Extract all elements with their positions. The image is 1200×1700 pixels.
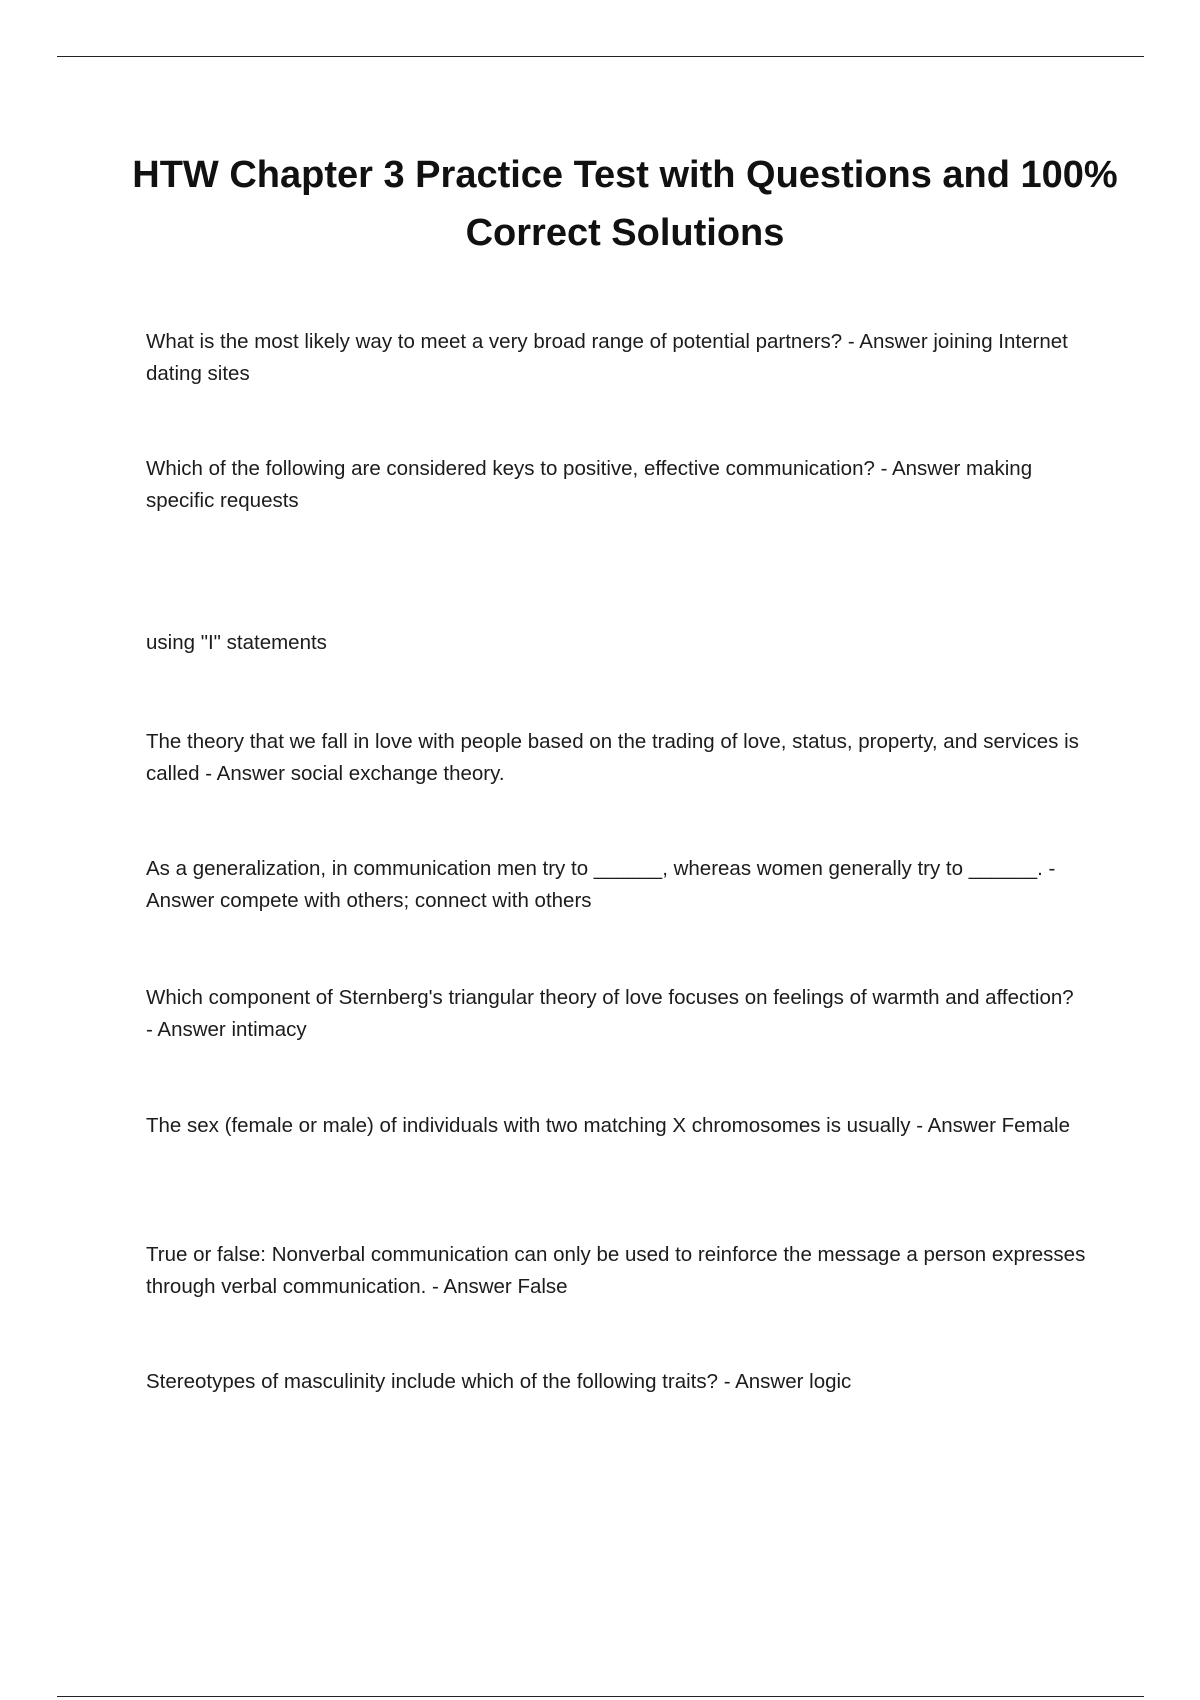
question-7: True or false: Nonverbal communication can only be used to reinforce the message a person expresses through verbal communication. - Answer False	[146, 1243, 1086, 1298]
question-5: Which component of Sternberg's triangular theory of love focuses on feelings of warmth and affection? - Answer intimacy	[146, 986, 1074, 1041]
top-rule	[57, 56, 1144, 57]
question-2-continued: using "I" statements	[146, 631, 327, 654]
question-4: As a generalization, in communication men try to ______, whereas women generally try to ______. - Answer compete with others; connect with others	[146, 857, 1056, 912]
question-3: The theory that we fall in love with people based on the trading of love, status, property, and services is called - Answer social exchange theory.	[146, 730, 1079, 785]
page-title: HTW Chapter 3 Practice Test with Questions and 100% Correct Solutions	[132, 154, 1118, 254]
question-6: The sex (female or male) of individuals with two matching X chromosomes is usually - Answer Female	[146, 1114, 1070, 1137]
bottom-rule	[57, 1696, 1144, 1697]
question-1: What is the most likely way to meet a very broad range of potential partners? - Answer joining Internet dating sites	[146, 330, 1068, 385]
question-2: Which of the following are considered keys to positive, effective communication? - Answer making specific requests	[146, 457, 1033, 512]
question-8: Stereotypes of masculinity include which of the following traits? - Answer logic	[146, 1370, 852, 1393]
